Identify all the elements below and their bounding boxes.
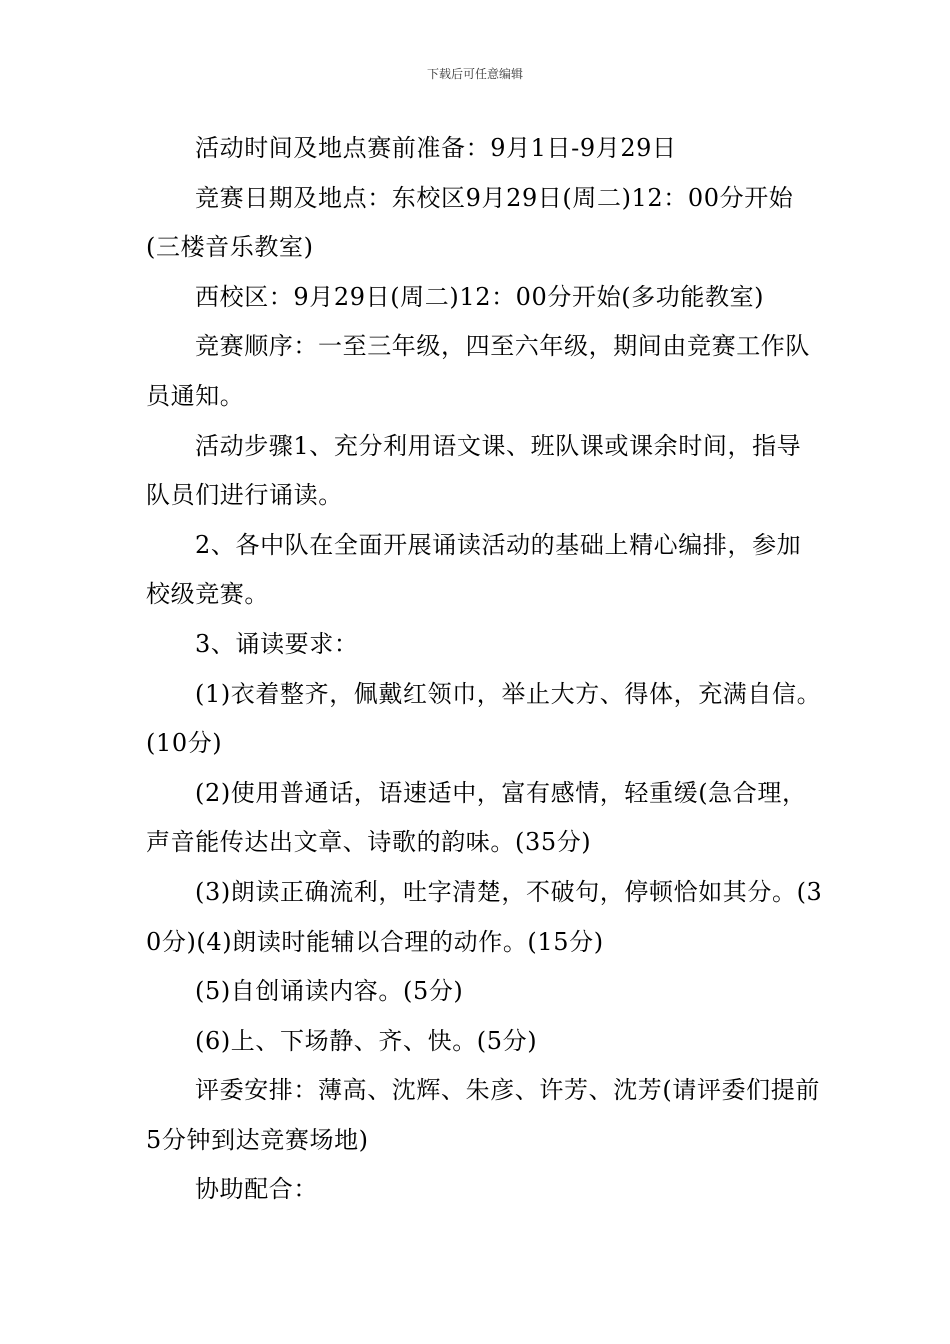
paragraph-requirement-2: (2)使用普通话，语速适中，富有感情，轻重缓(急合理，声音能传达出文章、诗歌的韵味。(35分): [146, 778, 807, 857]
paragraph-requirement-5: (5)自创诵读内容。(5分): [195, 977, 464, 1006]
paragraph-step-2: 2、各中队在全面开展诵读活动的基础上精心编排，参加校级竞赛。: [146, 530, 802, 609]
paragraph-competition-order: 竞赛顺序：一至三年级，四至六年级，期间由竞赛工作队员通知。: [146, 332, 810, 410]
paragraph-activity-time: 活动时间及地点赛前准备：9月1日-9月29日: [195, 134, 677, 162]
paragraph-assistance: 协助配合：: [195, 1175, 318, 1204]
paragraph-requirement-6: (6)上、下场静、齐、快。(5分): [195, 1026, 538, 1055]
paragraph-requirement-1: (1)衣着整齐，佩戴红领巾，举止大方、得体，充满自信。(10分): [146, 679, 822, 758]
paragraph-step-3: 3、诵读要求：: [195, 629, 359, 658]
paragraph-judges: 评委安排：薄高、沈辉、朱彦、许芳、沈芳(请评委们提前5分钟到达竞赛场地): [146, 1076, 820, 1154]
paragraph-requirement-3-4: (3)朗读正确流利，吐字清楚，不破句，停顿恰如其分。(30分)(4)朗读时能辅以合理的动作。(15分): [146, 877, 823, 956]
page-header-note: 下载后可任意编辑: [426, 67, 523, 81]
paragraph-west-campus: 西校区：9月29日(周二)12：00分开始(多功能教室): [195, 282, 765, 311]
document-body: [146, 124, 824, 1215]
paragraph-step-1: 活动步骤1、充分利用语文课、班队课或课余时间，指导队员们进行诵读。: [146, 431, 802, 510]
paragraph-east-campus: 竞赛日期及地点：东校区9月29日(周二)12：00分开始(三楼音乐教室): [146, 183, 794, 262]
